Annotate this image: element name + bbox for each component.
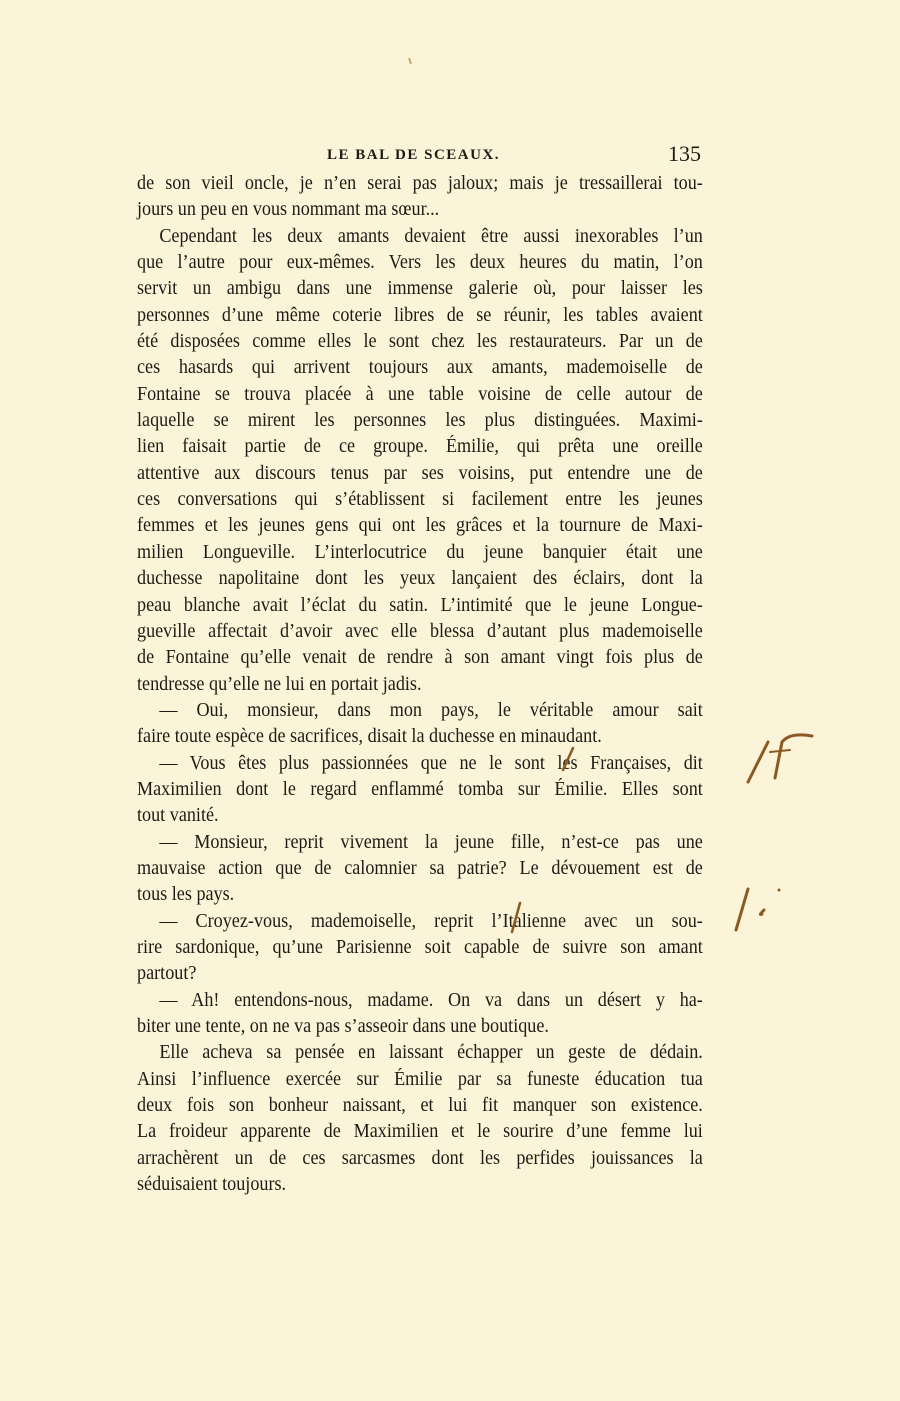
text-line: lien faisait partie de ce groupe. Émilie, qui prêta une oreille — [137, 436, 703, 458]
margin-mark-i — [778, 889, 781, 892]
text-line: Cependant les deux amants devaient être aussi inexorables l’un — [159, 225, 703, 247]
margin-mark-i — [736, 889, 748, 930]
text-line: — Monsieur, reprit vivement la jeune fille, n’est-ce pas une — [159, 831, 703, 853]
text-line: femmes et les jeunes gens qui ont les grâces et la tournure de Maxi- — [137, 515, 703, 537]
text-line: deux fois son bonheur naissant, et lui fit manquer son existence. — [137, 1095, 703, 1117]
text-line: partout? — [137, 963, 197, 985]
text-line: La froideur apparente de Maximilien et le sourire d’une femme lui — [137, 1121, 703, 1143]
text-line: séduisaient toujours. — [137, 1174, 287, 1196]
text-line: de Fontaine qu’elle venait de rendre à son amant vingt fois plus de — [137, 647, 703, 669]
running-title: LE BAL DE SCEAUX. — [327, 147, 501, 163]
inline-mark-francaises — [563, 748, 573, 770]
text-line: ces conversations qui s’établissent si facilement entre les jeunes — [137, 489, 703, 511]
text-line: peau blanche avait l’éclat du satin. L’intimité que le jeune Longue- — [137, 594, 703, 616]
text-line: mauvaise action que de calomnier sa patrie? Le dévouement est de — [137, 857, 703, 879]
text-line: ces hasards qui arrivent toujours aux amants, mademoiselle de — [137, 357, 703, 379]
text-line: — Vous êtes plus passionnées que ne le sont les Françaises, dit — [159, 752, 703, 774]
text-line: de son vieil oncle, je n’en serai pas jaloux; mais je tressaillerai tou- — [137, 173, 703, 194]
text-line: tout vanité. — [137, 805, 219, 827]
text-line: laquelle se mirent les personnes les plus distinguées. Maximi- — [137, 410, 703, 432]
text-line: arrachèrent un de ces sarcasmes dont les perfides jouissances la — [137, 1147, 703, 1169]
text-line: Maximilien dont le regard enflammé tomba sur Émilie. Elles sont — [137, 778, 703, 800]
text-line: tous les pays. — [137, 884, 235, 906]
text-line: attentive aux discours tenus par ses voisins, put entendre une de — [137, 462, 703, 484]
text-line: — Ah! entendons-nous, madame. On va dans un désert y ha- — [159, 989, 703, 1011]
margin-mark-ff — [748, 742, 768, 782]
text-line: personnes d’une même coterie libres de se réunir, les tables avaient — [137, 304, 703, 326]
margin-mark-i — [760, 910, 764, 915]
text-line: Fontaine se trouva placée à une table voisine de celle autour de — [137, 383, 703, 405]
text-line: jours un peu en vous nommant ma sœur... — [137, 199, 440, 221]
margin-mark-ff — [770, 750, 790, 752]
page-number: 135 — [668, 141, 701, 166]
text-line: rire sardonique, qu’une Parisienne soit capable de suivre son amant — [137, 936, 703, 958]
text-line: Ainsi l’influence exercée sur Émilie par sa funeste éducation tua — [137, 1068, 703, 1090]
inline-mark-italienne — [512, 903, 520, 932]
text-line: été disposées comme elles le sont chez les restaurateurs. Par un de — [137, 331, 703, 353]
text-line: que l’autre pour eux-mêmes. Vers les deux heures du matin, l’on — [137, 252, 703, 274]
text-line: tendresse qu’elle ne lui en portait jadis. — [137, 673, 422, 695]
text-line: duchesse napolitaine dont les yeux lançaient des éclairs, dont la — [137, 568, 703, 590]
margin-mark-ff — [775, 735, 812, 778]
text-line: gueville affectait d’avoir avec elle blessa d’autant plus mademoiselle — [137, 620, 703, 642]
text-line: — Croyez-vous, mademoiselle, reprit l’Italienne avec un sou- — [159, 910, 703, 932]
text-line: servit un ambigu dans une immense galerie où, pour laisser les — [137, 278, 703, 300]
text-line: biter une tente, on ne va pas s’asseoir dans une boutique. — [137, 1016, 549, 1037]
text-line: — Oui, monsieur, dans mon pays, le véritable amour sait — [159, 699, 703, 721]
text-line: Elle acheva sa pensée en laissant échapper un geste de dédain. — [159, 1042, 703, 1064]
text-line: faire toute espèce de sacrifices, disait la duchesse en minaudant. — [137, 726, 602, 748]
text-line: milien Longueville. L’interlocutrice du jeune banquier était une — [137, 541, 703, 563]
